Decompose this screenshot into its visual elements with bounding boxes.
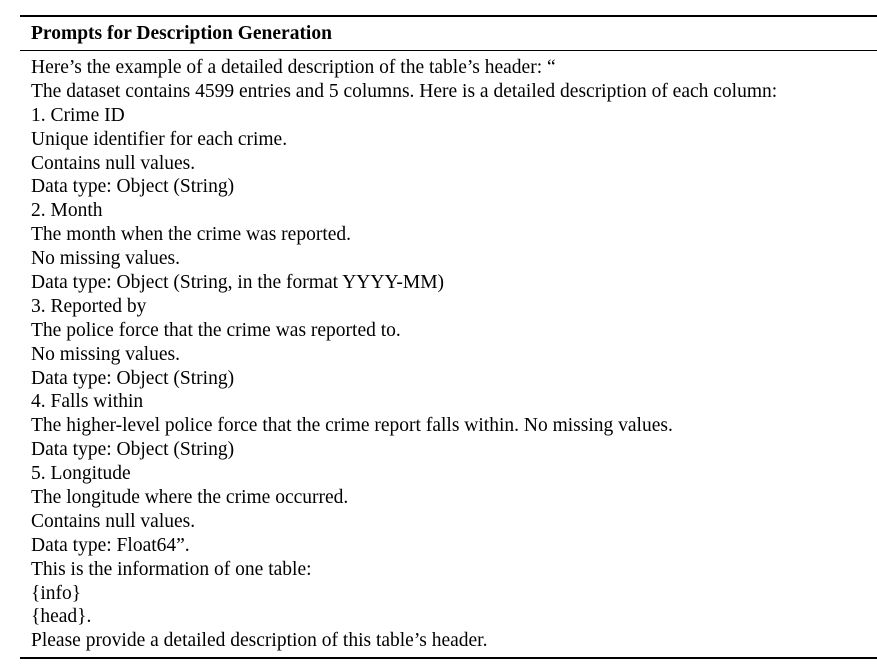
prompt-line: 5. Longitude: [31, 463, 131, 485]
prompt-line: {info}: [31, 582, 82, 604]
prompt-line: This is the information of one table:: [31, 558, 312, 580]
prompt-line: Data type: Object (String): [31, 176, 235, 198]
prompt-line: Data type: Object (String): [31, 439, 235, 461]
prompt-line: Here’s the example of a detailed description of the table’s header: “: [31, 57, 556, 78]
prompt-line: 1. Crime ID: [31, 104, 125, 126]
prompt-line: The higher-level police force that the crime report falls within. No missing values.: [31, 415, 673, 437]
prompt-line: The dataset contains 4599 entries and 5 columns. Here is a detailed description of each column:: [31, 80, 778, 102]
table-header-title: Prompts for Description Generation: [31, 23, 332, 44]
prompt-line: Data type: Object (String): [31, 367, 235, 389]
prompt-line: No missing values.: [31, 343, 180, 365]
prompt-line: Unique identifier for each crime.: [31, 128, 288, 150]
prompt-line: The longitude where the crime occurred.: [31, 487, 349, 509]
prompt-line: The month when the crime was reported.: [31, 224, 352, 246]
prompt-line: Contains null values.: [31, 152, 196, 174]
prompt-line: 2. Month: [31, 200, 103, 222]
header-rule: [20, 50, 877, 51]
prompt-line: The police force that the crime was reported to.: [31, 319, 401, 341]
prompt-line: Contains null values.: [31, 510, 196, 532]
prompt-line: 4. Falls within: [31, 391, 144, 413]
prompt-line: Data type: Object (String, in the format YYYY-MM): [31, 272, 445, 294]
top-rule: [20, 15, 877, 17]
prompt-line: 3. Reported by: [31, 295, 147, 317]
prompt-body: [31, 56, 777, 653]
prompt-line: {head}.: [31, 606, 92, 628]
prompt-line: No missing values.: [31, 248, 180, 270]
prompt-line: Please provide a detailed description of this table’s header.: [31, 630, 488, 652]
prompt-line: Data type: Float64”.: [31, 534, 190, 556]
bottom-rule: [20, 657, 877, 659]
